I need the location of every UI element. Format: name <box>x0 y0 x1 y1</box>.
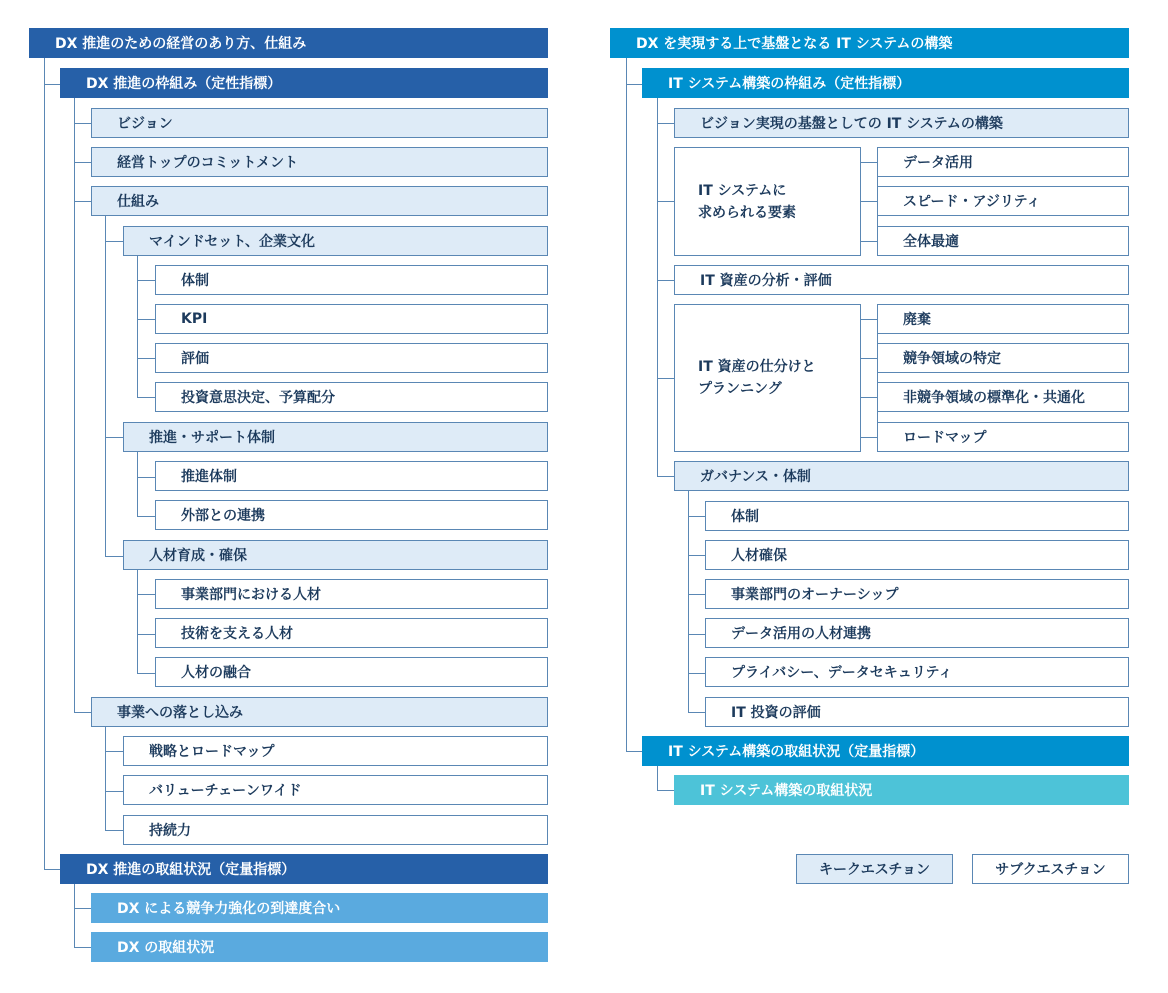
governance-box: ガバナンス・体制 <box>674 461 1129 491</box>
connector-line <box>137 634 155 635</box>
connector-line <box>105 830 123 831</box>
requirement-item: 全体最適 <box>877 226 1129 256</box>
asset-planning-item: 廃棄 <box>877 304 1129 334</box>
business-item: バリューチェーンワイド <box>123 775 548 805</box>
connector-line <box>105 791 123 792</box>
talent-item: 人材の融合 <box>155 657 548 687</box>
connector-line <box>105 437 123 438</box>
business-item: 持続力 <box>123 815 548 845</box>
requirement-item: スピード・アジリティ <box>877 186 1129 216</box>
connector-line <box>657 476 674 477</box>
requirement-item: データ活用 <box>877 147 1129 177</box>
connector-line <box>657 201 674 202</box>
business-item: 戦略とロードマップ <box>123 736 548 766</box>
business-box: 事業への落とし込み <box>91 697 548 727</box>
connector-line <box>861 162 877 163</box>
support-item: 推進体制 <box>155 461 548 491</box>
vision-basis-box: ビジョン実現の基盤としての IT システムの構築 <box>674 108 1129 138</box>
asset-planning-item: 競争領域の特定 <box>877 343 1129 373</box>
governance-item: 体制 <box>705 501 1129 531</box>
connector-line <box>657 98 658 476</box>
connector-line <box>105 727 106 830</box>
connector-line <box>861 201 877 202</box>
connector-line <box>657 766 658 790</box>
connector-line <box>877 319 878 437</box>
support-box: 推進・サポート体制 <box>123 422 548 452</box>
connector-line <box>861 397 877 398</box>
governance-item: 事業部門のオーナーシップ <box>705 579 1129 609</box>
connector-line <box>74 123 91 124</box>
connector-line <box>861 358 877 359</box>
asset-planning-item: ロードマップ <box>877 422 1129 452</box>
mindset-item: 体制 <box>155 265 548 295</box>
connector-line <box>44 84 60 85</box>
connector-line <box>626 84 642 85</box>
governance-item: プライバシー、データセキュリティ <box>705 657 1129 687</box>
connector-line <box>861 241 877 242</box>
talent-item: 技術を支える人材 <box>155 618 548 648</box>
connector-line <box>861 319 877 320</box>
mindset-box: マインドセット、企業文化 <box>123 226 548 256</box>
asset-planning-item: 非競争領域の標準化・共通化 <box>877 382 1129 412</box>
connector-line <box>105 216 106 556</box>
mechanism-box: 仕組み <box>91 186 548 216</box>
dx-status-item: DX による競争力強化の到達度合い <box>91 893 548 923</box>
connector-line <box>137 280 155 281</box>
connector-line <box>105 556 123 557</box>
connector-line <box>74 947 91 948</box>
connector-line <box>137 673 155 674</box>
dx-status-title: DX 推進の取組状況（定量指標） <box>60 854 548 884</box>
governance-item: IT 投資の評価 <box>705 697 1129 727</box>
dx-framework-title: DX 推進の枠組み（定性指標） <box>60 68 548 98</box>
connector-line <box>688 673 705 674</box>
connector-line <box>74 201 91 202</box>
connector-line <box>74 98 75 712</box>
talent-item: 事業部門における人材 <box>155 579 548 609</box>
connector-line <box>74 884 75 947</box>
connector-line <box>44 869 60 870</box>
dx-status-item: DX の取組状況 <box>91 932 548 962</box>
connector-line <box>137 358 155 359</box>
connector-line <box>657 280 674 281</box>
connector-line <box>688 594 705 595</box>
connector-line <box>657 378 674 379</box>
connector-line <box>626 751 642 752</box>
connector-line <box>105 751 123 752</box>
left-header: DX 推進のための経営のあり方、仕組み <box>29 28 548 58</box>
support-item: 外部との連携 <box>155 500 548 530</box>
connector-line <box>74 162 91 163</box>
it-status-title: IT システム構築の取組状況（定量指標） <box>642 736 1129 766</box>
governance-item: データ活用の人材連携 <box>705 618 1129 648</box>
mindset-item: KPI <box>155 304 548 334</box>
connector-line <box>105 241 123 242</box>
right-header: DX を実現する上で基盤となる IT システムの構築 <box>610 28 1129 58</box>
connector-line <box>74 712 91 713</box>
connector-line <box>626 58 627 751</box>
it-framework-title: IT システム構築の枠組み（定性指標） <box>642 68 1129 98</box>
connector-line <box>657 790 674 791</box>
top-commitment-box: 経営トップのコミットメント <box>91 147 548 177</box>
connector-line <box>137 452 138 516</box>
legend-key-question: キークエスチョン <box>796 854 953 884</box>
connector-line <box>137 594 155 595</box>
connector-line <box>137 516 155 517</box>
connector-line <box>137 256 138 397</box>
asset-analysis-box: IT 資産の分析・評価 <box>674 265 1129 295</box>
connector-line <box>688 555 705 556</box>
connector-line <box>74 908 91 909</box>
connector-line <box>137 570 138 673</box>
connector-line <box>137 397 155 398</box>
asset-planning-box: IT 資産の仕分けと プランニング <box>674 304 861 452</box>
connector-line <box>657 123 674 124</box>
mindset-item: 評価 <box>155 343 548 373</box>
connector-line <box>44 58 45 869</box>
requirements-box: IT システムに 求められる要素 <box>674 147 861 256</box>
connector-line <box>137 477 155 478</box>
connector-line <box>688 634 705 635</box>
connector-line <box>688 712 705 713</box>
connector-line <box>861 437 877 438</box>
it-status-item: IT システム構築の取組状況 <box>674 775 1129 805</box>
talent-box: 人材育成・確保 <box>123 540 548 570</box>
vision-box: ビジョン <box>91 108 548 138</box>
connector-line <box>688 516 705 517</box>
mindset-item: 投資意思決定、予算配分 <box>155 382 548 412</box>
connector-line <box>688 491 689 712</box>
connector-line <box>137 319 155 320</box>
governance-item: 人材確保 <box>705 540 1129 570</box>
legend-sub-question: サブクエスチョン <box>972 854 1129 884</box>
